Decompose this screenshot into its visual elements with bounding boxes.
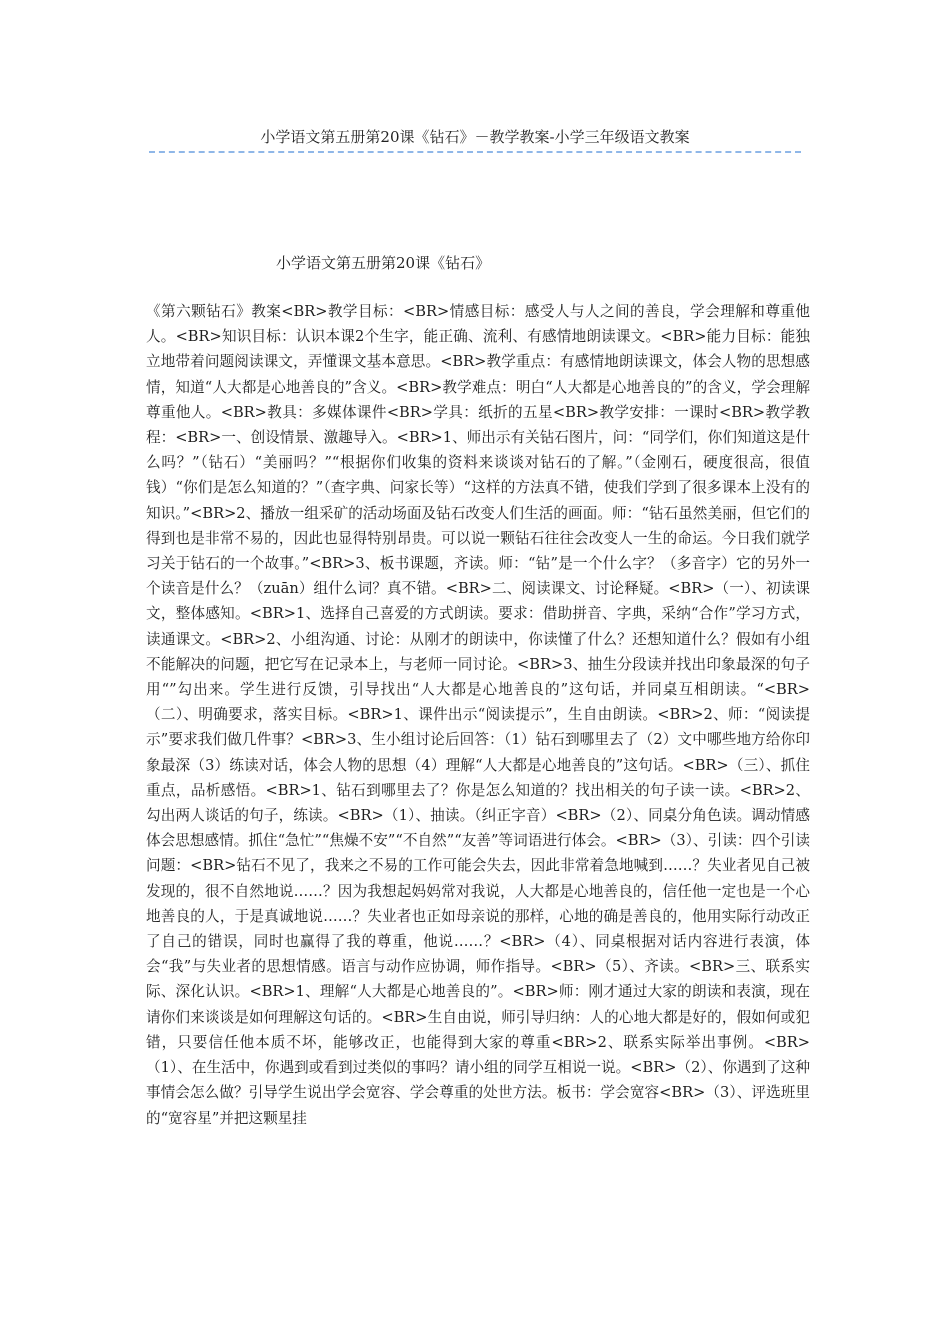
header-divider [149,151,801,153]
page-header [0,126,950,153]
header-title: 小学语文第五册第20课《钻石》－教学教案-小学三年级语文教案 [260,128,690,146]
document-body: 《第六颗钻石》教案<BR>教学目标：<BR>情感目标：感受人与人之间的善良，学会理解和尊重他人。<BR>知识目标：认识本课2个生字，能正确、流利、有感情地朗读课文。<BR>能力目标：能独立地带着问题阅读课文，弄懂课文基本意思。<BR>教学重点：有感情地朗读课文，体会人物的思想感情，知道“人大都是心地善良的”含义。<BR>教学难点：明白“人大都是心地善良的”的含义，学会理解尊重他人。<BR>教具：多媒体课件<BR>学具：纸折的五星<BR>教学安排：一课时<BR>教学教程：<BR>一、创设情景、激趣导入。<BR>1、师出示有关钻石图片，问：“同学们，你们知道这是什么吗？”（钻石）“美丽吗？”“根据你们收集的资料来谈谈对钻石的了解。”（金刚石，硬度很高，很值钱）“你们是怎么知道的？”（查字典、问家长等）“这样的方法真不错，使我们学到了很多课本上没有的知识。”<BR>2、播放一组采矿的活动场面及钻石改变人们生活的画面。师：“钻石虽然美丽，但它们的得到也是非常不易的，因此也显得特别昂贵。可以说一颗钻石往往会改变人一生的命运。今日我们就学习关于钻石的一个故事。”<BR>3、板书课题，齐读。师：“钻”是一个什么字？（多音字）它的另外一个读音是什么？（zuān）组什么词？真不错。<BR>二、阅读课文、讨论释疑。<BR>（一）、初读课文，整体感知。<BR>1、选择自己喜爱的方式朗读。要求：借助拼音、字典，采纳“合作”学习方式，读通课文。<BR>2、小组沟通、讨论：从刚才的朗读中，你读懂了什么？还想知道什么？假如有小组不能解决的问题，把它写在记录本上，与老师一同讨论。<BR>3、抽生分段读并找出印象最深的句子用“”勾出来。学生进行反馈，引导找出“人大都是心地善良的”这句话，并同桌互相朗读。“<BR>（二）、明确要求，落实目标。<BR>1、课件出示“阅读提示”，生自由朗读。<BR>2、师：“阅读提示”要求我们做几件事？<BR>3、生小组讨论后回答：（1）钻石到哪里去了（2）文中哪些地方给你印象最深（3）练读对话，体会人物的思想（4）理解“人大都是心地善良的”这句话。<BR>（三）、抓住重点，品析感悟。<BR>1、钻石到哪里去了？你是怎么知道的？找出相关的句子读一读。<BR>2、勾出两人谈话的句子，练读。<BR>（1）、抽读。（纠正字音）<BR>（2）、同桌分角色读。调动情感体会思想感情。抓住“急忙”“焦燥不安”“不自然”“友善”等词语进行体会。<BR>（3）、引读：四个引读问题：<BR>钻石不见了，我来之不易的工作可能会失去，因此非常着急地喊到……？失业者见自己被发现的，很不自然地说……？因为我想起妈妈常对我说，人大都是心地善良的，信任他一定也是一个心地善良的人，于是真诚地说……？失业者也正如母亲说的那样，心地的确是善良的，他用实际行动改正了自己的错误，同时也赢得了我的尊重，他说……？<BR>（4）、同桌根据对话内容进行表演，体会“我”与失业者的思想情感。语言与动作应协调，师作指导。<BR>（5）、齐读。<BR>三、联系实际、深化认识。<BR>1、理解“人大都是心地善良的”。<BR>师：刚才通过大家的朗读和表演，现在请你们来谈谈是如何理解这句话的。<BR>生自由说，师引导归纳：人的心地大都是好的，假如何或犯错，只要信任他本质不坏，能够改正，也能得到大家的尊重<BR>2、联系实际举出事例。<BR>（1）、在生活中，你遇到或看到过类似的事吗？请小组的同学互相说一说。<BR>（2）、你遇到了这种事情会怎么做？引导学生说出学会宽容、学会尊重的处世方法。板书：学会宽容<BR>（3）、评选班里的“宽容星”并把这颗星挂 [146,303,810,1127]
document-title: 小学语文第五册第20课《钻石》 [276,254,491,272]
